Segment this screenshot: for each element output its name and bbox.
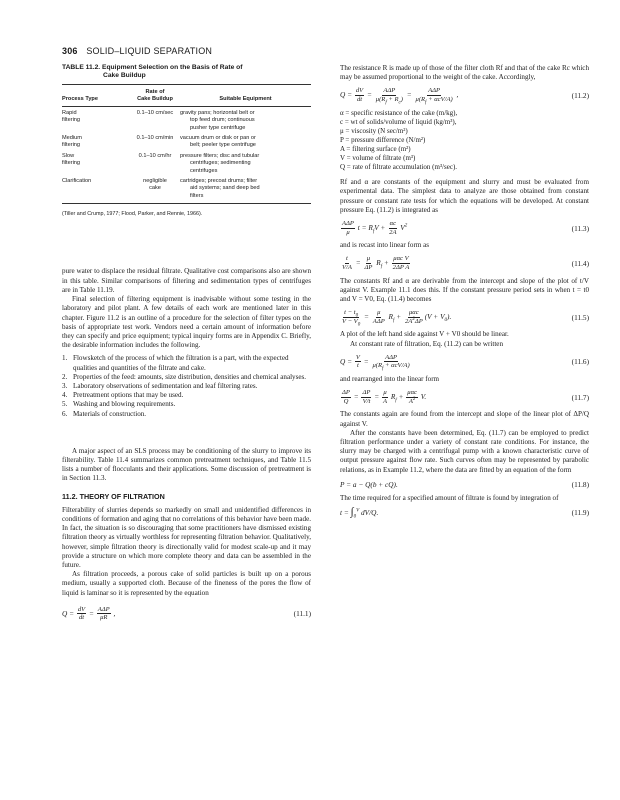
- equation-number: (11.7): [571, 392, 589, 402]
- cell-equipment: gravity pans; horizontal belt or: [180, 109, 255, 116]
- equation-11-3: [340, 220, 589, 236]
- table-caption: [62, 64, 311, 80]
- list-item: 1. Flowsketch of the process of which the filtration is a part, with the expected qualities and quantities of the filtrate and cake.: [62, 354, 289, 372]
- left-paragraph-4: Filterability of slurries depends so markedly on small and unidentified differences in conditions of formation and aging that no correlations of this behavior have been made. In fact, the situation is so discouraging that some practitioners have dismissed existing filtration theory as virtually worthless for representing filtration behavior. Qualitatively, however, simple filtration theory is directionally valid for modest scale-up and it may provide a structure on which more complete theory and data can be assembled in the future.: [62, 505, 311, 569]
- equation-number: (11.9): [571, 508, 589, 518]
- equation-11-7: [340, 389, 589, 405]
- equation-body: $t = \int_0^V$ dV/Q.: [340, 506, 379, 520]
- table-source: (Tiller and Crump, 1977; Flood, Parker, and Rennie, 1966).: [62, 211, 203, 218]
- equation-body: $\frac{\text{AΔP}}{\mu}$ $t = R_fV$ + $\frac{\alpha c}{2A}$ $V^2$: [342, 220, 408, 236]
- right-paragraph-5: A plot of the left hand side against V + V0 should be linear.: [340, 330, 509, 339]
- cell-type: Rapid: [62, 109, 77, 116]
- table-caption-line1: TABLE 11.2. Equipment Selection on the Basis of Rate of: [62, 64, 243, 71]
- equation-number: (11.1): [293, 609, 311, 619]
- cell-type: Clarification: [62, 178, 92, 185]
- table-row: [62, 150, 311, 175]
- equation-body: $\frac{\Delta P}{Q}$ = $\frac{\Delta P}{V/t}$ = $\frac{\mu}{A}$ $R_f$ + $\frac{\text{μαc}}{A^2}$ V.: [342, 389, 427, 405]
- equation-number: (11.8): [571, 479, 589, 489]
- right-paragraph-7: and rearranged into the linear form: [340, 375, 440, 384]
- equation-number: (11.4): [571, 258, 589, 268]
- cell-equipment: belt; peeler type centrifuge: [190, 142, 256, 149]
- page-number: 306: [62, 46, 78, 56]
- equation-11-1: [62, 606, 311, 622]
- table-row: [62, 175, 311, 203]
- info-list: [62, 354, 311, 418]
- equation-number: (11.2): [571, 90, 589, 100]
- cell-rate: cake: [149, 185, 161, 192]
- cell-equipment: vacuum drum or disk or pan or: [180, 135, 256, 142]
- left-paragraph-3: A major aspect of an SLS process may be conditioning of the slurry to improve its filterability. Table 11.4 summarizes common pretreatment techniques, and Table 11.5 lists a number of flocculants and their applications. Some discussion of pretreatment is in Section 11.3.: [62, 446, 311, 483]
- th-equipment: Suitable Equipment: [219, 96, 272, 103]
- right-paragraph-10: The time required for a specified amount of filtrate is found by integration of: [340, 494, 559, 503]
- cell-rate: 0.1–10 cm/min: [136, 135, 174, 142]
- cell-type: filtering: [62, 142, 81, 149]
- list-item: 2. Properties of the feed: amounts, size distribution, densities and chemical analyses.: [62, 372, 307, 381]
- equation-11-6: [340, 354, 589, 370]
- equation-11-5: [340, 309, 589, 328]
- equation-11-4: [340, 255, 589, 271]
- list-item: 4. Pretreatment options that may be used.: [62, 391, 184, 400]
- th-rate: [130, 89, 180, 104]
- cell-equipment: cartridges; precoat drums; filter: [180, 178, 258, 185]
- right-paragraph-8: The constants again are found from the intercept and slope of the linear plot of ΔP/Q against V.: [340, 410, 589, 428]
- cell-type: filtering: [62, 117, 81, 124]
- cell-equipment: centrifuges: [190, 167, 218, 174]
- equation-body: $\frac{t}{V/A}$ = $\frac{\mu}{\Delta P}$ $R_f$ + $\frac{\text{μαc V}}{\text{2ΔP A}}$: [342, 255, 410, 272]
- right-paragraph-9: After the constants have been determined, Eq. (11.7) can be employed to predict filtration performance under a variety of constant rate conditions. For instance, the slurry may be charged with a centrifugal pump with a known characteristic curve of output pressure against flow rate. Such curves often may be represented by parabolic relations, as in Example 11.2, where the data are fitted by an equation of the form: [340, 428, 589, 474]
- list-item: 3. Laboratory observations of sedimentation and leaf filtering rates.: [62, 381, 258, 390]
- right-paragraph-4: The constants Rf and α are derivable from the intercept and slope of the plot of t/V against V. Example 11.1 does this. If the constant pressure period sets in when t = t0 and V = V0, Eq. (11.4) becomes: [340, 276, 589, 304]
- definition-item: Q = rate of filtrate accumulation (m³/sec).: [340, 163, 458, 172]
- cell-equipment: pusher type centrifuge: [190, 124, 246, 131]
- equation-body: P = a − Q(b + cQ).: [340, 479, 398, 489]
- left-paragraph-5: As filtration proceeds, a porous cake of solid particles is built up on a porous medium, usually a supported cloth. Because of the fineness of the pores the flow of liquid is laminar so it is represented by the equation: [62, 570, 311, 597]
- equation-11-2: [340, 87, 589, 106]
- definition-item: α = specific resistance of the cake (m/kg),: [340, 108, 458, 117]
- cell-equipment: centrifuges; sedimenting: [190, 160, 251, 167]
- definition-item: μ = viscosity (N sec/m²): [340, 126, 408, 135]
- symbol-definitions: [340, 109, 589, 173]
- right-paragraph-6: At constant rate of filtration, Eq. (11.2) can be written: [350, 339, 503, 348]
- equation-body: $\frac{t - t_0}{V - V_0}$ = $\frac{\mu}{\text{AΔP}}$ $R_f$ + $\frac{\text{μαc}}{2A^2\Delta P}$ $(V + V_0)$.: [342, 309, 452, 328]
- equation-body: Q = $\frac{dV}{dt}$ = $\frac{\text{AΔP}}{\mu(R_f + R_c)}$ = $\frac{\text{AΔP}}{\mu(R_f + \alpha cV/A)}$ ,: [340, 87, 459, 106]
- left-paragraph-2: Final selection of filtering equipment is inadvisable without some testing in the laboratory and pilot plant. A few details of each work are mentioned later in this chapter. Figure 11.2 is an outline of a procedure for the selection of filter types on the basis of appropriate test work. Vendors need a certain amount of information before they can specify and price equipment; typical inquiry forms are in Appendix C. Briefly, the desirable information includes the following.: [62, 295, 311, 350]
- th-rate-line1: Rate of: [145, 89, 165, 95]
- equation-number: (11.3): [571, 223, 589, 233]
- table-row: [62, 107, 311, 132]
- cell-equipment: filters: [190, 192, 204, 199]
- page-header: [62, 46, 212, 56]
- equation-number: (11.6): [571, 357, 589, 367]
- definition-item: P = pressure difference (N/m²): [340, 135, 426, 144]
- equation-11-8: [340, 480, 589, 489]
- equation-body: Q = $\frac{V}{t}$ = $\frac{\text{AΔP}}{\mu(R_f + \alpha cV/A)}$: [340, 353, 410, 372]
- th-process-type: Process Type: [62, 96, 98, 103]
- list-item: 5. Washing and blowing requirements.: [62, 400, 176, 409]
- equipment-table: [62, 84, 311, 204]
- equation-11-9: [340, 506, 589, 520]
- equation-body: Q = $\frac{dV}{dt}$ = $\frac{\text{AΔP}}{\mu R}$ ,: [62, 605, 116, 622]
- list-item: 6. Materials of construction.: [62, 409, 147, 418]
- right-column: [340, 64, 589, 523]
- equation-number: (11.5): [571, 312, 589, 322]
- th-rate-line2: Cake Buildup: [137, 96, 173, 103]
- cell-equipment: top feed drum; continuous: [190, 117, 255, 124]
- table-header: [62, 85, 311, 107]
- definition-item: A = filtering surface (m²): [340, 144, 411, 153]
- cell-rate: 0.1–10 cm/sec: [136, 109, 174, 116]
- right-paragraph-2: Rf and α are constants of the equipment and slurry and must be evaluated from experimental data. The simplest data to analyze are those obtained from constant pressure or constant rate tests for which the equations will be developed. At constant pressure Eq. (11.2) is integrated as: [340, 178, 589, 214]
- cell-type: Medium: [62, 135, 82, 142]
- cell-rate: 0.1–10 cm/hr: [138, 152, 172, 159]
- table-caption-line2: Cake Buildup: [103, 72, 146, 79]
- running-title: SOLID–LIQUID SEPARATION: [86, 46, 213, 56]
- definition-item: V = volume of filtrate (m³): [340, 154, 416, 163]
- cell-type: Slow: [62, 152, 75, 159]
- right-paragraph-3: and is recast into linear form as: [340, 241, 430, 250]
- cell-rate: negligible: [143, 178, 167, 185]
- table-row: [62, 132, 311, 150]
- cell-equipment: pressure filters; disc and tubular: [180, 152, 260, 159]
- left-paragraph-1: pure water to displace the residual filtrate. Qualitative cost comparisons also are shown in this table. Similar comparisons of filtering and sedimentation types of centrifuges are in Table 11.19.: [62, 267, 311, 294]
- section-heading: 11.2. THEORY OF FILTRATION: [62, 491, 165, 501]
- cell-equipment: aid systems; sand deep bed: [190, 185, 260, 192]
- definition-item: c = wt of solids/volume of liquid (kg/m³),: [340, 117, 457, 126]
- cell-type: filtering: [62, 160, 81, 167]
- left-column: [62, 64, 311, 627]
- right-paragraph-1: The resistance R is made up of those of the filter cloth Rf and that of the cake Rc which may be assumed proportional to the weight of the cake. Accordingly,: [340, 64, 589, 82]
